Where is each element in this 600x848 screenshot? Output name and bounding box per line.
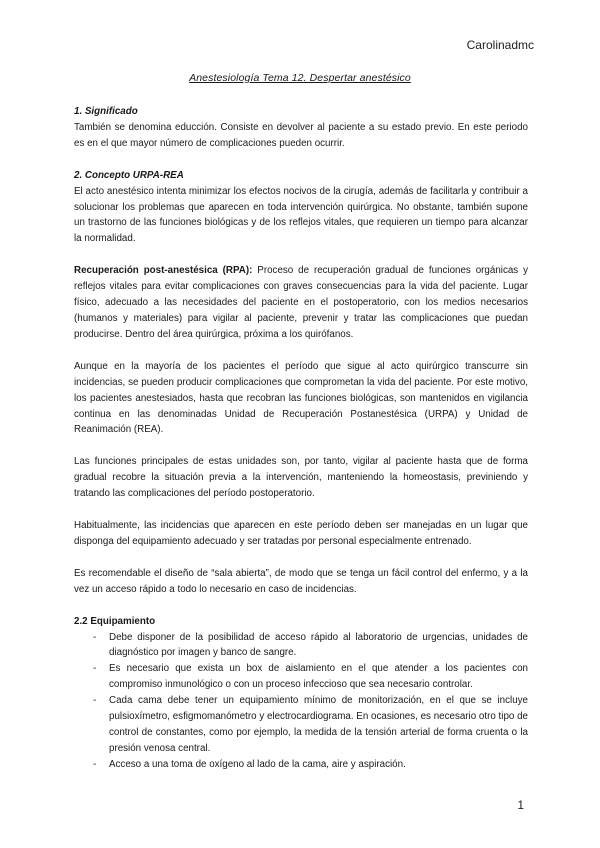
equipment-list [74, 630, 528, 773]
paragraph-incidencias: Habitualmente, las incidencias que aparecen en este período deben ser manejadas en un lugar que disponga del equipamiento adecuado y ser tratadas por personal especialmente entrenado. [74, 520, 528, 547]
term-rpa: Recuperación post-anestésica (RPA): [74, 265, 253, 277]
list-item: - Es necesario que exista un box de aislamiento en el que atender a los pacientes con compromiso inmunológico o con un proceso infeccioso que sea necesario controlar. [93, 661, 528, 693]
definition-rpa: Proceso de recuperación gradual de funciones orgánicas y reflejos vitales para evitar complicaciones con graves consecuencias para la vida del paciente. Lugar físico, adecuado a las necesidades del paciente en el postoperatorio, con los medios necesarios (humanos y materiales) para vigilar al paciente, prevenir y tratar las complicaciones que puedan producirse. Dentro del área quirúrgica, próxima a los quirófanos. [74, 265, 529, 340]
list-item: - Cada cama debe tener un equipamiento mínimo de monitorización, en el que se incluye pulsioxímetro, esfigmomanómetro y electrocardiograma. En ocasiones, es necesario otro tipo de control de constantes, como por ejemplo, la medida de la tensión arterial de forma cruenta o la presión venosa central. [93, 693, 528, 757]
paragraph-funciones: Las funciones principales de estas unidades son, por tanto, vigilar al paciente hasta que de forma gradual recobre la situación previa a la intervención, manteniendo la homeostasis, previniendo y tratando las complicaciones del período postoperatorio. [74, 456, 528, 500]
document-body [74, 104, 528, 773]
section-heading-concepto: 2. Concepto URPA-REA [74, 169, 184, 181]
paragraph-rpa [74, 263, 528, 343]
page-title: Anestesiología Tema 12. Despertar anestésico [189, 72, 411, 84]
author-header: Carolinadmc [466, 38, 534, 52]
spacer [74, 152, 528, 168]
spacer [74, 598, 528, 614]
section-heading-significado: 1. Significado [74, 106, 138, 117]
paragraph-acto-anestesico: El acto anestésico intenta minimizar los efectos nocivos de la cirugía, además de facilitarla y contribuir a solucionar los problemas que aparecen en toda intervención quirúrgica. No obstante, también supone un trastorno de las funciones biológicas y de los reflejos vitales, que requieren un tiempo para alcanzar la normalidad. [74, 185, 528, 245]
spacer [74, 550, 528, 566]
spacer [74, 247, 528, 263]
section-heading-equipamiento: 2.2 Equipamiento [74, 615, 156, 627]
paragraph-complicaciones: Aunque en la mayoría de los pacientes el período que sigue al acto quirúrgico transcurre sin incidencias, se pueden producir complicaciones que comprometan la vida del paciente. Por este motivo, los pacientes anestesiados, hasta que recobran las funciones biológicas, son mantenidos en vigilancia continua en las denominadas Unidad de Recuperación Postanestésica (URPA) y Unidad de Reanimación (REA). [74, 360, 528, 436]
spacer [74, 438, 528, 454]
list-item: - Debe disponer de la posibilidad de acceso rápido al laboratorio de urgencias, unidades de diagnóstico por imagen y banco de sangre. [93, 630, 528, 662]
page-number: 1 [517, 798, 524, 812]
spacer [74, 502, 528, 518]
spacer [74, 343, 528, 359]
paragraph-sala-abierta: Es recomendable el diseño de “sala abierta”, de modo que se tenga un fácil control del enfermo, y a la vez un acceso rápido a todo lo necesario en caso de incidencias. [74, 567, 528, 595]
paragraph-significado: También se denomina educción. Consiste en devolver al paciente a su estado previo. En este periodo es en el que mayor número de complicaciones pueden ocurrir. [74, 121, 528, 149]
list-item: - Acceso a una toma de oxígeno al lado de la cama, aire y aspiración. [93, 757, 528, 773]
